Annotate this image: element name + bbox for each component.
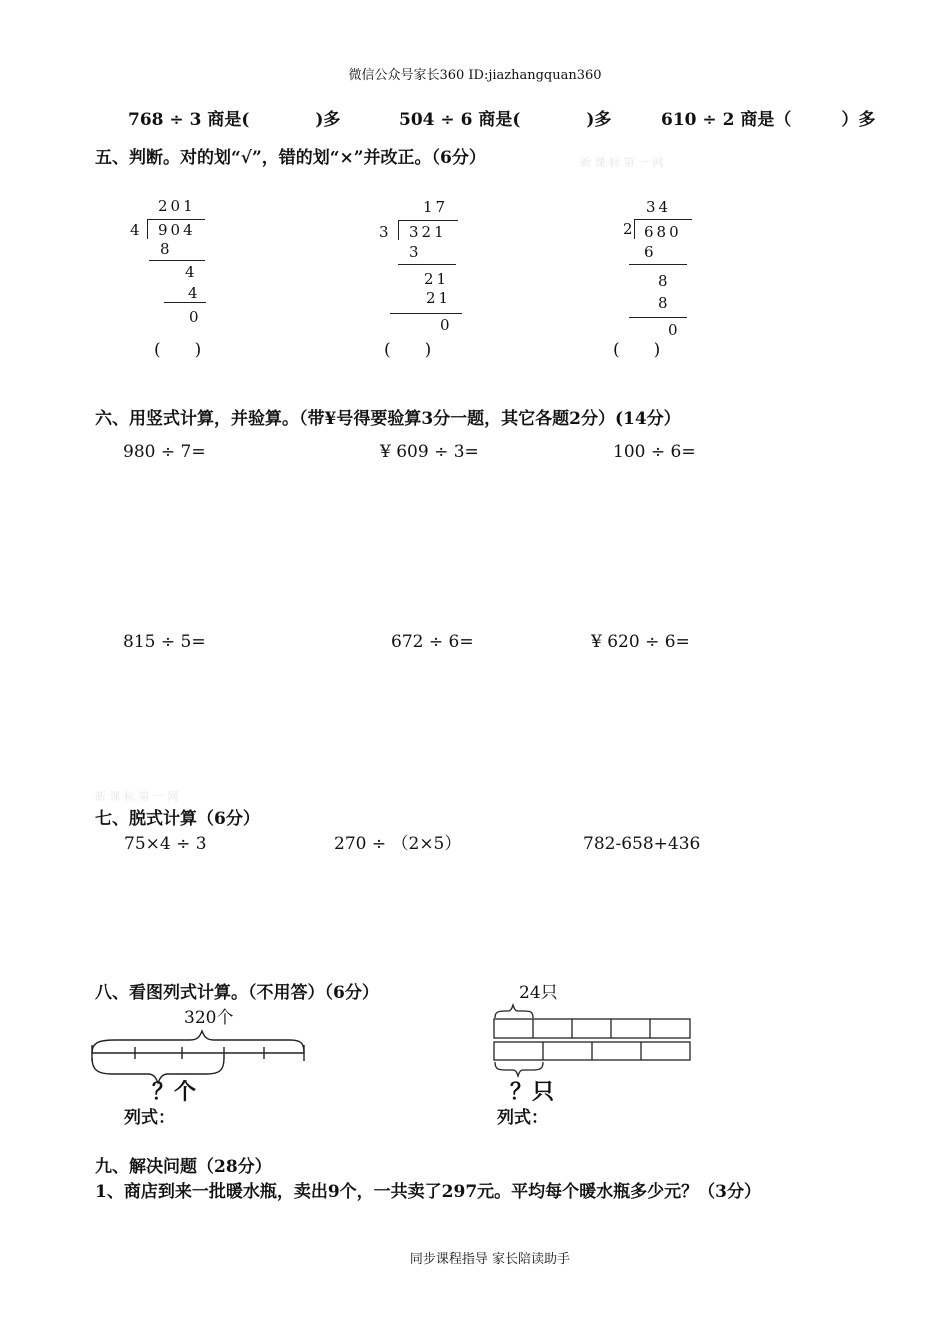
step: 0 <box>189 308 202 326</box>
calc-item: ¥ 609 ÷ 3= <box>380 442 479 462</box>
expression-item: 270 ÷ （2×5） <box>334 834 462 854</box>
answer-paren: ( ) <box>384 340 432 360</box>
step: 21 <box>426 289 452 307</box>
formula-label: 列式： <box>497 1108 548 1128</box>
dividend: 321 <box>409 223 447 241</box>
calc-item: ¥ 620 ÷ 6= <box>591 632 690 652</box>
quotient: 34 <box>646 198 672 216</box>
problem-1: 1、商店到来一批暖水瓶，卖出9个，一共卖了297元。平均每个暖水瓶多少元？（3分） <box>95 1182 761 1202</box>
page-header: 微信公众号家长360 ID:jiazhangquan360 <box>348 68 602 83</box>
watermark: 新 课 标 第 一 网 <box>580 156 664 169</box>
estimate-2: 504 ÷ 6 商是( )多 <box>399 110 612 130</box>
calc-item: 100 ÷ 6= <box>613 442 696 462</box>
quotient: 201 <box>158 197 196 215</box>
divisor: 4 <box>130 221 143 239</box>
divisor: 3 <box>379 223 392 241</box>
quotient: 17 <box>423 198 449 216</box>
expression-item: 75×4 ÷ 3 <box>124 834 207 854</box>
calc-item: 980 ÷ 7= <box>123 442 206 462</box>
total-label: 320个 <box>184 1008 234 1028</box>
estimate-3: 610 ÷ 2 商是（ ）多 <box>661 110 876 130</box>
answer-paren: ( ) <box>154 340 202 360</box>
dividend: 904 <box>158 221 196 239</box>
calc-item: 672 ÷ 6= <box>391 632 474 652</box>
watermark: 新 课 标 第 一 网 <box>95 790 179 803</box>
section5-title: 五、判断。对的划“√”，错的划“×”并改正。（6分） <box>95 148 486 168</box>
section6-title: 六、用竖式计算，并验算。（带¥号得要验算3分一题，其它各题2分）(14分） <box>95 409 681 429</box>
step: 4 <box>188 284 201 302</box>
step: 0 <box>440 316 453 334</box>
question-label: ？个 <box>152 1079 197 1105</box>
section8-title: 八、看图列式计算。（不用答）（6分） <box>95 983 379 1003</box>
expression-item: 782-658+436 <box>583 834 701 854</box>
formula-label: 列式： <box>124 1108 175 1128</box>
calc-item: 815 ÷ 5= <box>123 632 206 652</box>
dividend: 680 <box>644 223 682 241</box>
step: 8 <box>160 240 173 258</box>
step: 21 <box>424 270 450 288</box>
divisor: 2 <box>623 220 636 238</box>
page-footer: 同步课程指导 家长陪读助手 <box>409 1252 571 1267</box>
step: 8 <box>658 272 671 290</box>
section7-title: 七、脱式计算（6分） <box>95 809 260 829</box>
section9-title: 九、解决问题（28分） <box>95 1157 272 1177</box>
estimate-1: 768 ÷ 3 商是( )多 <box>128 110 341 130</box>
step: 4 <box>185 263 198 281</box>
step: 3 <box>409 243 422 261</box>
question-label: ？只 <box>510 1079 555 1105</box>
top-label: 24只 <box>519 983 558 1003</box>
step: 0 <box>668 321 681 339</box>
step: 8 <box>658 294 671 312</box>
answer-paren: ( ) <box>613 340 661 360</box>
step: 6 <box>644 243 657 261</box>
